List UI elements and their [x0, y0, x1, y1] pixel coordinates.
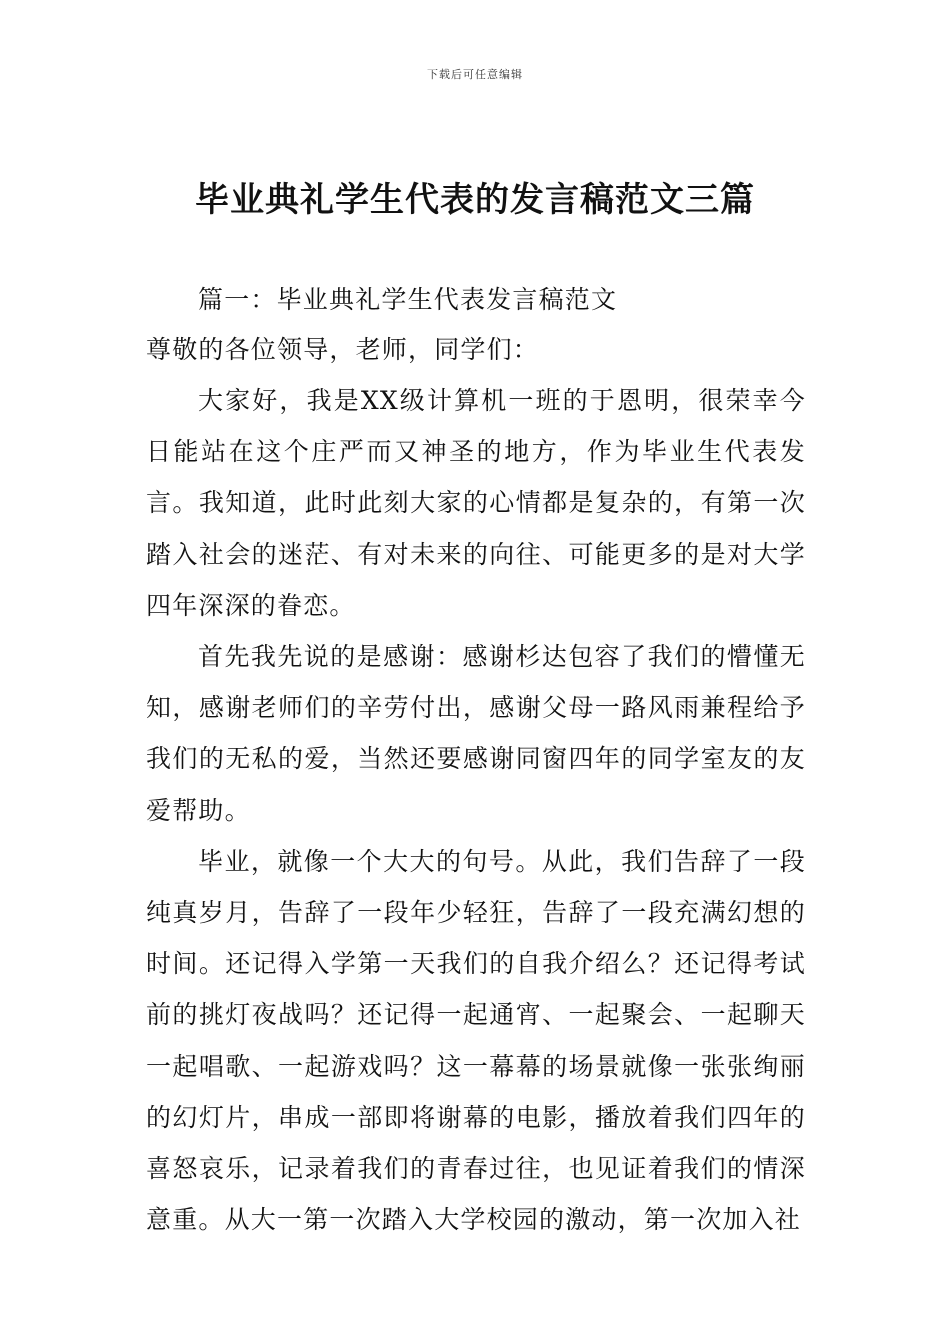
salutation: 尊敬的各位领导，老师，同学们：	[146, 335, 540, 364]
paragraph-1: 大家好，我是XX级计算机一班的于恩明，很荣幸今日能站在这个庄严而又神圣的地方，作为毕业生代表发言。我知道，此时此刻大家的心情都是复杂的，有第一次踏入社会的迷茫、有对未来的向往、可能更多的是对大学四年深深的眷恋。	[146, 386, 806, 620]
section-heading: 篇一：毕业典礼学生代表发言稿范文	[198, 285, 618, 314]
paragraph-2: 首先我先说的是感谢：感谢杉达包容了我们的懵懂无知，感谢老师们的辛劳付出，感谢父母一路风雨兼程给予我们的无私的爱，当然还要感谢同窗四年的同学室友的友爱帮助。	[146, 642, 806, 825]
paragraph-3: 毕业，就像一个大大的句号。从此，我们告辞了一段纯真岁月，告辞了一段年少轻狂，告辞了一段充满幻想的时间。还记得入学第一天我们的自我介绍么？还记得考试前的挑灯夜战吗？还记得一起通宵、一起聚会、一起聊天一起唱歌、一起游戏吗？这一幕幕的场景就像一张张绚丽的幻灯片，串成一部即将谢幕的电影，播放着我们四年的喜怒哀乐，记录着我们的青春过往，也见证着我们的情深意重。从大一第一次踏入大学校园的激动，第一次加入社	[146, 846, 806, 1235]
header-note: 下载后可任意编辑	[427, 68, 523, 81]
document-title: 毕业典礼学生代表的发言稿范文三篇	[195, 180, 755, 220]
document-body	[146, 275, 806, 1245]
